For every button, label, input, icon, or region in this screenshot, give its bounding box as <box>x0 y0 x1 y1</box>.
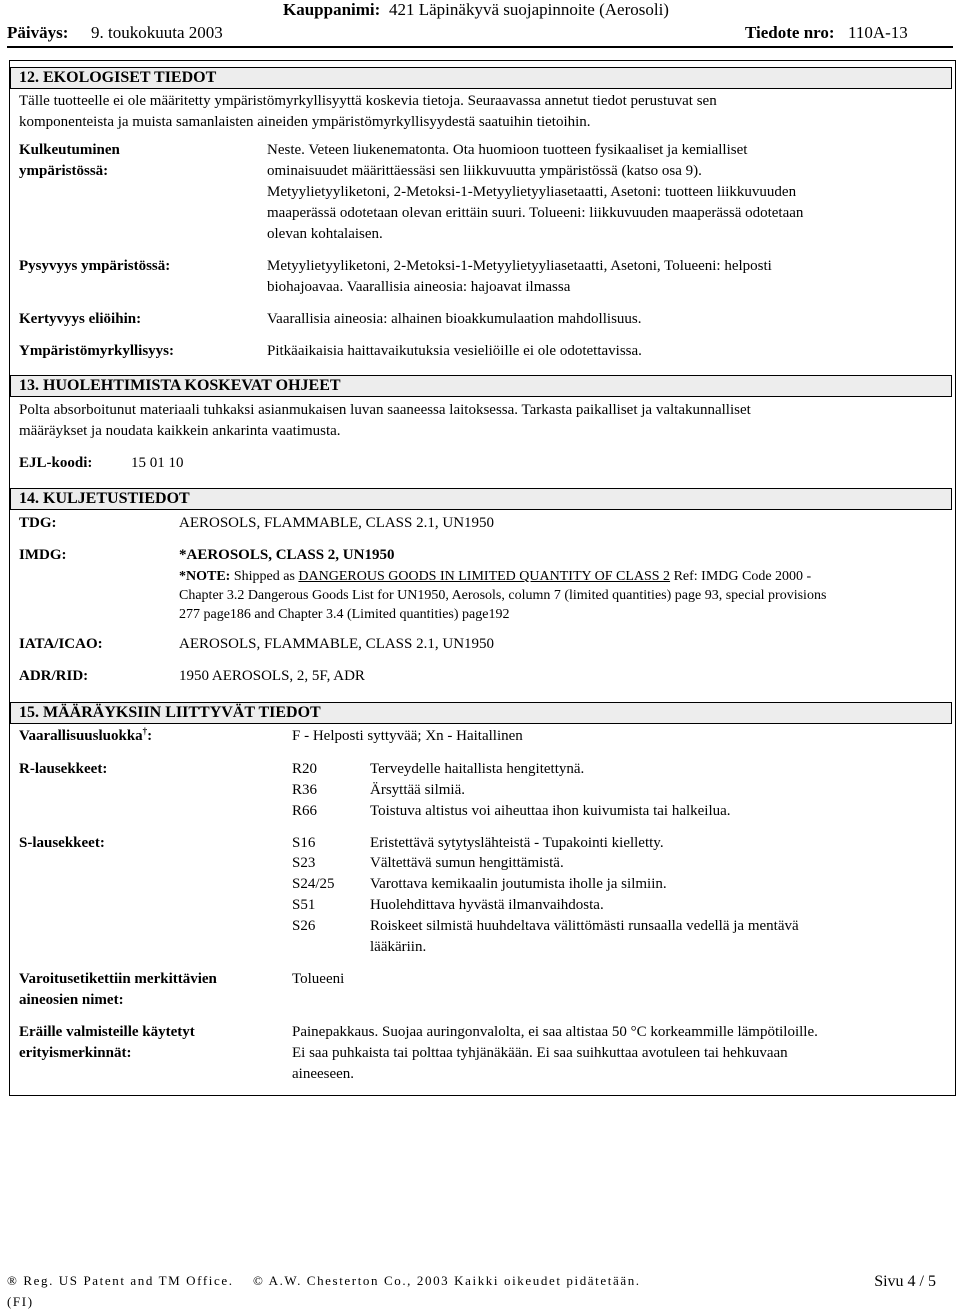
transport-line-2: ominaisuudet määrittäessäsi sen liikkuvuutta ympäristössä (katso osa 9). <box>267 163 702 179</box>
date-value: 9. toukokuuta 2003 <box>91 23 223 42</box>
ejl-label: EJL-koodi: <box>19 455 93 471</box>
header-product-row <box>0 0 960 20</box>
page-number: Sivu 4 / 5 <box>874 1273 936 1290</box>
persistence-line-2: biohajoavaa. Vaarallisia aineosia: hajoavat ilmassa <box>267 279 571 295</box>
section-12-intro-line-2: komponenteista ja muista samanlaisten aineiden ympäristömyrkyllisyydestä saatuihin tietoihin. <box>19 114 591 130</box>
toxicity-value: Pitkäaikaisia haittavaikutuksia vesieliöille ei ole odotettavissa. <box>267 343 642 359</box>
copyright-icon: © <box>252 1273 265 1288</box>
bulletin-number: 110A-13 <box>848 23 908 42</box>
r-phrase-code: R66 <box>292 803 318 819</box>
transport-line-5: olevan kohtalaisen. <box>267 226 383 242</box>
s-phrase-text: Varottava kemikaalin joutumista iholle ja silmiin. <box>370 876 667 892</box>
adr-value: 1950 AEROSOLS, 2, 5F, ADR <box>179 668 365 684</box>
warning-value: Tolueeni <box>292 971 345 987</box>
s-phrase-text: Huolehdittava hyvästä ilmanvaihdosta. <box>370 897 604 913</box>
imdg-value: *AEROSOLS, CLASS 2, UN1950 <box>179 547 395 563</box>
adr-label: ADR/RID: <box>19 668 89 684</box>
r-phrase-code: R20 <box>292 761 318 777</box>
s-phrases-label: S-lausekkeet: <box>19 835 105 851</box>
special-line-2: Ei saa puhkaista tai polttaa tyhjänäkään. Ei saa suihkuttaa avotuleen tai hehkuvaan <box>292 1045 788 1061</box>
imdg-note-line-1 <box>179 566 811 587</box>
r-phrase-code: R36 <box>292 782 318 798</box>
locale-code: (FI) <box>7 1294 34 1309</box>
footer <box>7 1270 940 1312</box>
note-pre: Shipped as <box>233 569 295 584</box>
product-name: 421 Läpinäkyvä suojapinnoite (Aerosoli) <box>389 0 669 19</box>
persistence-line-1: Metyylietyyliketoni, 2-Metoksi-1-Metyylietyyliasetaatti, Asetoni, Tolueeni: helposti <box>267 258 772 274</box>
r-phrase-text: Toistuva altistus voi aiheuttaa ihon kuivumista tai halkeilua. <box>370 803 731 819</box>
note-post: Ref: IMDG Code 2000 - <box>673 569 812 584</box>
s-phrase-text: Roiskeet silmistä huuhdeltava välittömästi runsaalla vedellä ja mentävä <box>370 918 799 934</box>
special-label-line-2: erityismerkinnät: <box>19 1045 132 1061</box>
bioaccumulation-value: Vaarallisia aineosia: alhainen bioakkumulaation mahdollisuus. <box>267 311 642 327</box>
dagger-mark: † <box>142 726 148 736</box>
transport-label-line-1: Kulkeutuminen <box>19 142 120 158</box>
s-phrase-code: S24/25 <box>292 876 335 892</box>
note-label: *NOTE: <box>179 569 231 584</box>
header-divider <box>7 46 953 48</box>
ejl-value: 15 01 10 <box>131 455 184 471</box>
transport-line-4: maaperässä odotetaan olevan erittäin suuri. Tolueeni: liikkuvuuden maaperässä odotetaan <box>267 205 804 221</box>
section-13-line-1: Polta absorboitunut materiaali tuhkaksi asianmukaisen luvan saaneessa laitoksessa. Tarkasta paikalliset ja valtakunnalliset <box>19 402 751 418</box>
transport-line-3: Metyylietyyliketoni, 2-Metoksi-1-Metyylietyyliasetaatti, Asetoni: tuotteen liikkuvuuden <box>267 184 797 200</box>
special-label-line-1: Eräille valmisteille käytetyt <box>19 1024 195 1040</box>
copyright-text: A.W. Chesterton Co., 2003 Kaikki oikeudet pidätetään. <box>268 1273 641 1288</box>
warning-label-line-1: Varoitusetikettiin merkittävien <box>19 971 217 987</box>
section-12-intro-line-1: Tälle tuotteelle ei ole määritetty ympäristömyrkyllisyyttä koskevia tietoja. Seuraavassa annetut tiedot perustuvat sen <box>19 93 717 109</box>
special-line-1: Painepakkaus. Suojaa auringonvalolta, ei saa altistaa 50 °C korkeammille lämpötiloille. <box>292 1024 818 1040</box>
tdg-value: AEROSOLS, FLAMMABLE, CLASS 2.1, UN1950 <box>179 515 495 531</box>
registered-icon: ® <box>7 1273 19 1288</box>
transport-label-line-2: ympäristössä: <box>19 163 109 179</box>
registered-text: Reg. US Patent and TM Office. <box>23 1273 234 1288</box>
iata-value: AEROSOLS, FLAMMABLE, CLASS 2.1, UN1950 <box>179 636 495 652</box>
note-underlined: DANGEROUS GOODS IN LIMITED QUANTITY OF CLASS 2 <box>298 569 671 584</box>
header-date-row <box>0 22 960 44</box>
r-phrase-text: Terveydelle haitallista hengitettynä. <box>370 761 585 777</box>
hazard-class-value: F - Helposti syttyvää; Xn - Haitallinen <box>292 728 523 744</box>
date-label: Päiväys: <box>7 23 69 42</box>
section-12-title: 12. EKOLOGISET TIEDOT <box>10 67 952 89</box>
s-phrase-code: S26 <box>292 918 316 934</box>
product-label: Kauppanimi: <box>283 0 381 19</box>
s-phrase-code: S23 <box>292 855 316 871</box>
imdg-label: IMDG: <box>19 547 67 563</box>
s-phrase-text: Vältettävä sumun hengittämistä. <box>370 855 564 871</box>
hazard-class-label: Vaarallisuusluokka†: <box>19 726 153 744</box>
tdg-label: TDG: <box>19 515 57 531</box>
s-phrase-text: Eristettävä sytytyslähteistä - Tupakointi kielletty. <box>370 835 664 851</box>
r-phrases-label: R-lausekkeet: <box>19 761 108 777</box>
bulletin-label: Tiedote nro: <box>745 23 835 42</box>
iata-label: IATA/ICAO: <box>19 636 103 652</box>
persistence-label: Pysyvyys ympäristössä: <box>19 258 171 274</box>
s-phrase-code: S16 <box>292 835 316 851</box>
section-15-title: 15. MÄÄRÄYKSIIN LIITTYVÄT TIEDOT <box>10 702 952 724</box>
s-phrase-text-continued: lääkäriin. <box>370 939 427 955</box>
section-13-line-2: määräykset ja noudata kaikkein ankarinta vaatimusta. <box>19 423 341 439</box>
r-phrase-text: Ärsyttää silmiä. <box>370 782 465 798</box>
imdg-note-line-3: 277 page186 and Chapter 3.4 (Limited quantities) page192 <box>179 607 510 622</box>
s-phrase-code: S51 <box>292 897 316 913</box>
transport-line-1: Neste. Veteen liukenematonta. Ota huomioon tuotteen fysikaaliset ja kemialliset <box>267 142 748 158</box>
imdg-note-line-2: Chapter 3.2 Dangerous Goods List for UN1950, Aerosols, column 7 (limited quantities) page 93, special provisions <box>179 588 827 603</box>
section-14-title: 14. KULJETUSTIEDOT <box>10 488 952 510</box>
bioaccumulation-label: Kertyvyys eliöihin: <box>19 311 142 327</box>
toxicity-label: Ympäristömyrkyllisyys: <box>19 343 174 359</box>
special-line-3: aineeseen. <box>292 1066 355 1082</box>
warning-label-line-2: aineosien nimet: <box>19 992 124 1008</box>
section-13-title: 13. HUOLEHTIMISTA KOSKEVAT OHJEET <box>10 375 952 397</box>
